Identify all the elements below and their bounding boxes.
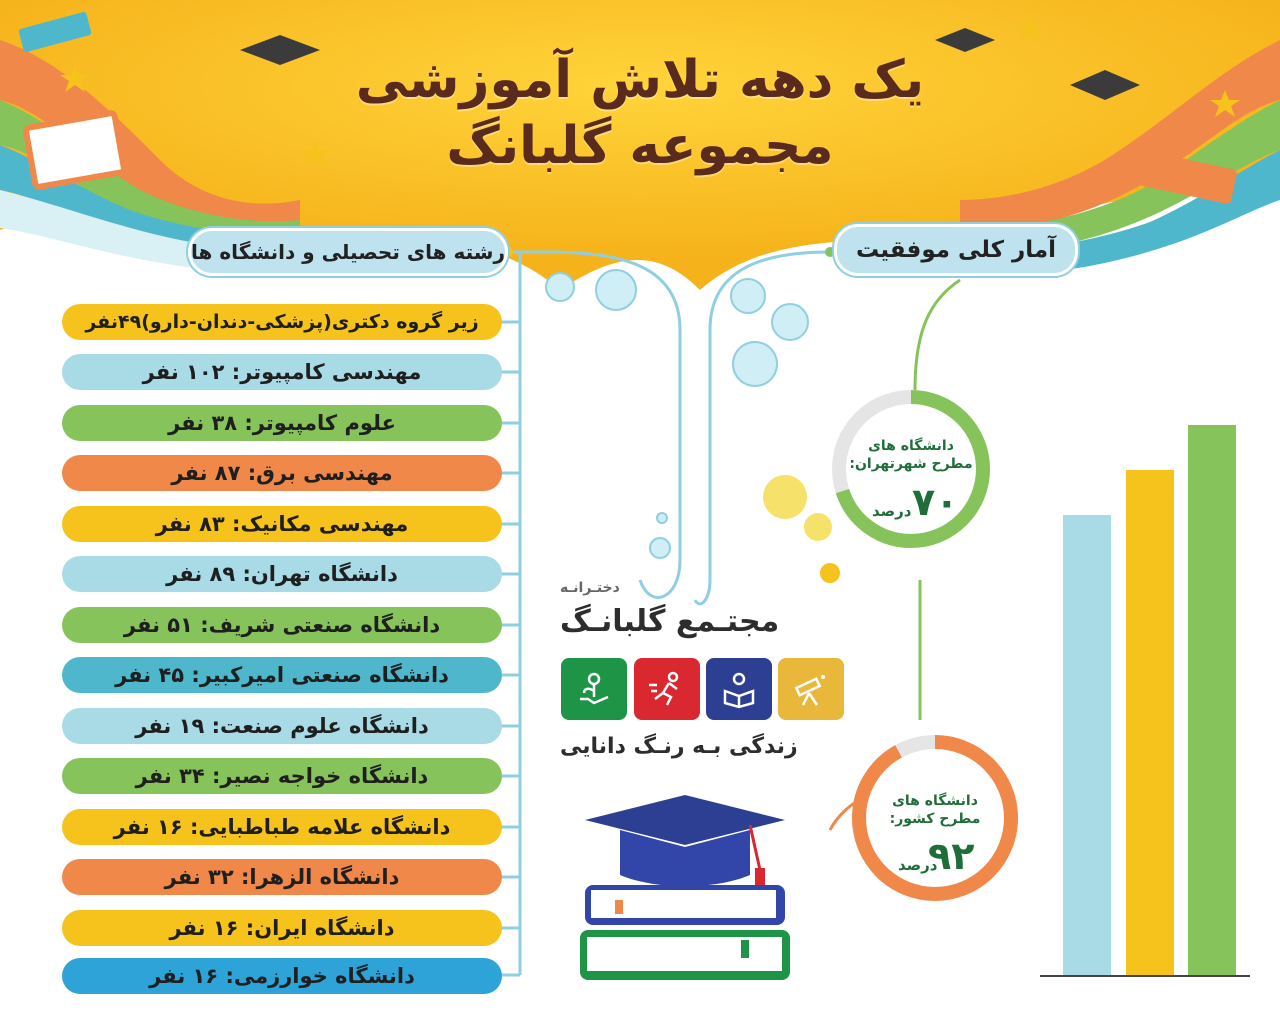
country-value: ۹۲	[928, 834, 975, 878]
decorative-bars	[1040, 420, 1250, 980]
stats-header: آمار کلی موفقیت	[834, 224, 1078, 276]
country-unit: درصد	[898, 856, 938, 874]
logo-small-text: دختـرانـه	[560, 580, 620, 596]
main-title-line2: مجموعه گلبانگ	[446, 116, 834, 176]
main-title-line1: یک دهه تلاش آموزشی	[355, 50, 925, 110]
tehran-label-2: مطرح شهرتهران:	[849, 456, 973, 472]
list-item: مهندسی برق: ۸۷ نفر	[62, 455, 502, 491]
tehran-label-1: دانشگاه های	[868, 438, 954, 454]
list-item: دانشگاه صنعتی امیرکبیر: ۴۵ نفر	[62, 657, 502, 693]
plant-hand-icon	[561, 658, 627, 720]
list-item: مهندسی کامپیوتر: ۱۰۲ نفر	[62, 354, 502, 390]
list-item: دانشگاه خواجه نصیر: ۳۴ نفر	[62, 758, 502, 794]
bar-blue	[1063, 515, 1111, 975]
list-item: دانشگاه علوم صنعت: ۱۹ نفر	[62, 708, 502, 744]
telescope-icon	[778, 658, 844, 720]
logo-name: مجتـمع گلبانـگ	[560, 604, 780, 639]
bar-green	[1188, 425, 1236, 975]
running-person-icon	[634, 658, 700, 720]
list-item: دانشگاه ایران: ۱۶ نفر	[62, 910, 502, 946]
country-label-2: مطرح کشور:	[889, 811, 981, 827]
list-item: علوم کامپیوتر: ۳۸ نفر	[62, 405, 502, 441]
list-item: دانشگاه خوارزمی: ۱۶ نفر	[62, 958, 502, 994]
books-cap-illustration	[575, 790, 795, 990]
list-item: مهندسی مکانیک: ۸۳ نفر	[62, 506, 502, 542]
list-item: زیر گروه دکتری(پزشکی-دندان-دارو)۴۹نفر	[62, 304, 502, 340]
list-item: دانشگاه الزهرا: ۳۲ نفر	[62, 859, 502, 895]
reading-person-icon	[706, 658, 772, 720]
logo-slogan: زندگی بـه رنـگ دانایی	[560, 734, 798, 759]
tehran-value: ۷۰	[912, 480, 959, 524]
list-item: دانشگاه تهران: ۸۹ نفر	[62, 556, 502, 592]
bar-yellow	[1126, 470, 1174, 975]
majors-header: رشته های تحصیلی و دانشگاه ها	[188, 228, 508, 276]
list-item: دانشگاه صنعتی شریف: ۵۱ نفر	[62, 607, 502, 643]
list-item: دانشگاه علامه طباطبایی: ۱۶ نفر	[62, 809, 502, 845]
country-label-1: دانشگاه های	[892, 793, 978, 809]
tehran-unit: درصد	[872, 502, 912, 520]
